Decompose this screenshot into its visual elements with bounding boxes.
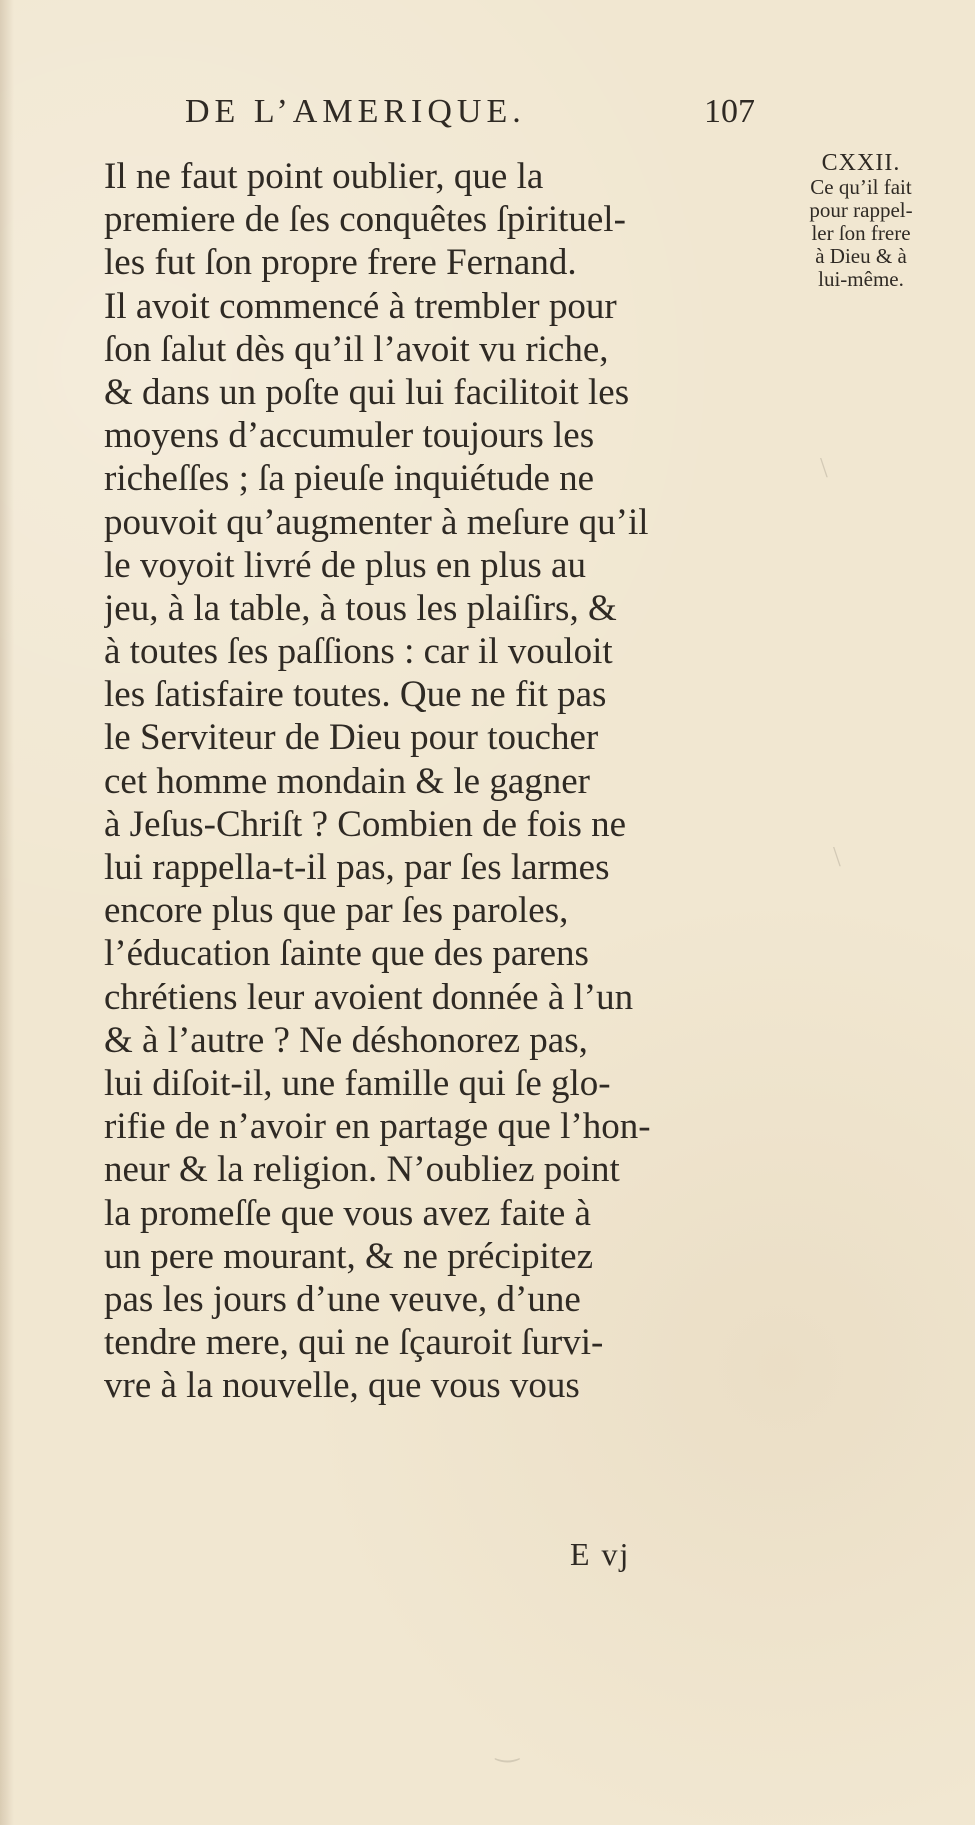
margin-note-number: CXXII. <box>821 150 901 176</box>
margin-note-line-1: Ce qu’il fait <box>810 175 912 199</box>
page-header <box>185 92 775 136</box>
body-line-27: pas les jours d’une veuve, d’une <box>104 1278 581 1320</box>
body-line-24: neur & la religion. N’oubliez point <box>104 1149 620 1191</box>
body-line-15: cet homme mondain & le gagner <box>104 760 590 802</box>
body-line-5: ſon ſalut dès qu’il l’avoit vu riche, <box>104 328 609 370</box>
body-line-10: le voyoit livré de plus en plus au <box>104 544 586 586</box>
body-line-19: l’éducation ſainte que des parens <box>104 933 589 975</box>
body-line-23: rifie de n’avoir en partage que l’hon- <box>104 1106 651 1148</box>
main-text-block <box>104 155 762 1407</box>
margin-note-line-5: lui-même. <box>818 267 904 291</box>
body-line-11: jeu, à la table, à tous les plaiſirs, & <box>104 587 617 629</box>
body-line-21: & à l’autre ? Ne déshonorez pas, <box>104 1019 588 1061</box>
body-line-12: à toutes ſes paſſions : car il vouloit <box>104 631 613 673</box>
body-line-17: lui rappella-t-il pas, par ſes larmes <box>104 847 610 888</box>
running-title: DE L’AMERIQUE. <box>185 93 526 130</box>
margin-note <box>755 150 967 291</box>
body-line-25: la promeſſe que vous avez faite à <box>104 1192 591 1234</box>
body-line-18: encore plus que par ſes paroles, <box>104 890 569 932</box>
page-number: 107 <box>704 93 755 130</box>
margin-note-line-4: à Dieu & à <box>815 244 907 268</box>
body-line-1: Il ne faut point oublier, que la <box>104 156 544 197</box>
body-line-4: Il avoit commencé à trembler pour <box>104 285 617 327</box>
page-spine-shadow <box>0 0 14 1825</box>
ink-bleed-mark: \ <box>820 453 828 484</box>
body-line-20: chrétiens leur avoient donnée à l’un <box>104 976 634 1018</box>
body-line-6: & dans un poſte qui lui facilitoit les <box>104 371 630 413</box>
ink-bleed-mark: ‿ <box>496 1732 519 1763</box>
signature-mark: E vj <box>570 1536 631 1572</box>
body-line-14: le Serviteur de Dieu pour toucher <box>104 717 599 759</box>
margin-note-line-2: pour rappel- <box>809 198 913 222</box>
body-line-22: lui diſoit-il, une famille qui ſe glo- <box>104 1062 611 1104</box>
body-line-2: premiere de ſes conquêtes ſpirituel- <box>104 199 626 241</box>
body-line-8: richeſſes ; ſa pieuſe inquiétude ne <box>104 458 595 500</box>
ink-bleed-mark: \ <box>833 842 841 873</box>
body-line-16: à Jeſus-Chriſt ? Combien de fois ne <box>104 803 627 845</box>
margin-note-line-3: ler ſon frere <box>811 221 911 245</box>
body-line-29: vre à la nouvelle, que vous vous <box>104 1365 580 1407</box>
body-line-7: moyens d’accumuler toujours les <box>104 415 595 457</box>
body-line-9: pouvoit qu’augmenter à meſure qu’il <box>104 501 649 543</box>
body-line-26: un pere mourant, & ne précipitez <box>104 1235 594 1277</box>
body-line-28: tendre mere, qui ne ſçauroit ſurvi- <box>104 1322 604 1364</box>
body-line-3: les fut ſon propre frere Fernand. <box>104 242 577 284</box>
body-line-13: les ſatisfaire toutes. Que ne fit pas <box>104 674 607 716</box>
